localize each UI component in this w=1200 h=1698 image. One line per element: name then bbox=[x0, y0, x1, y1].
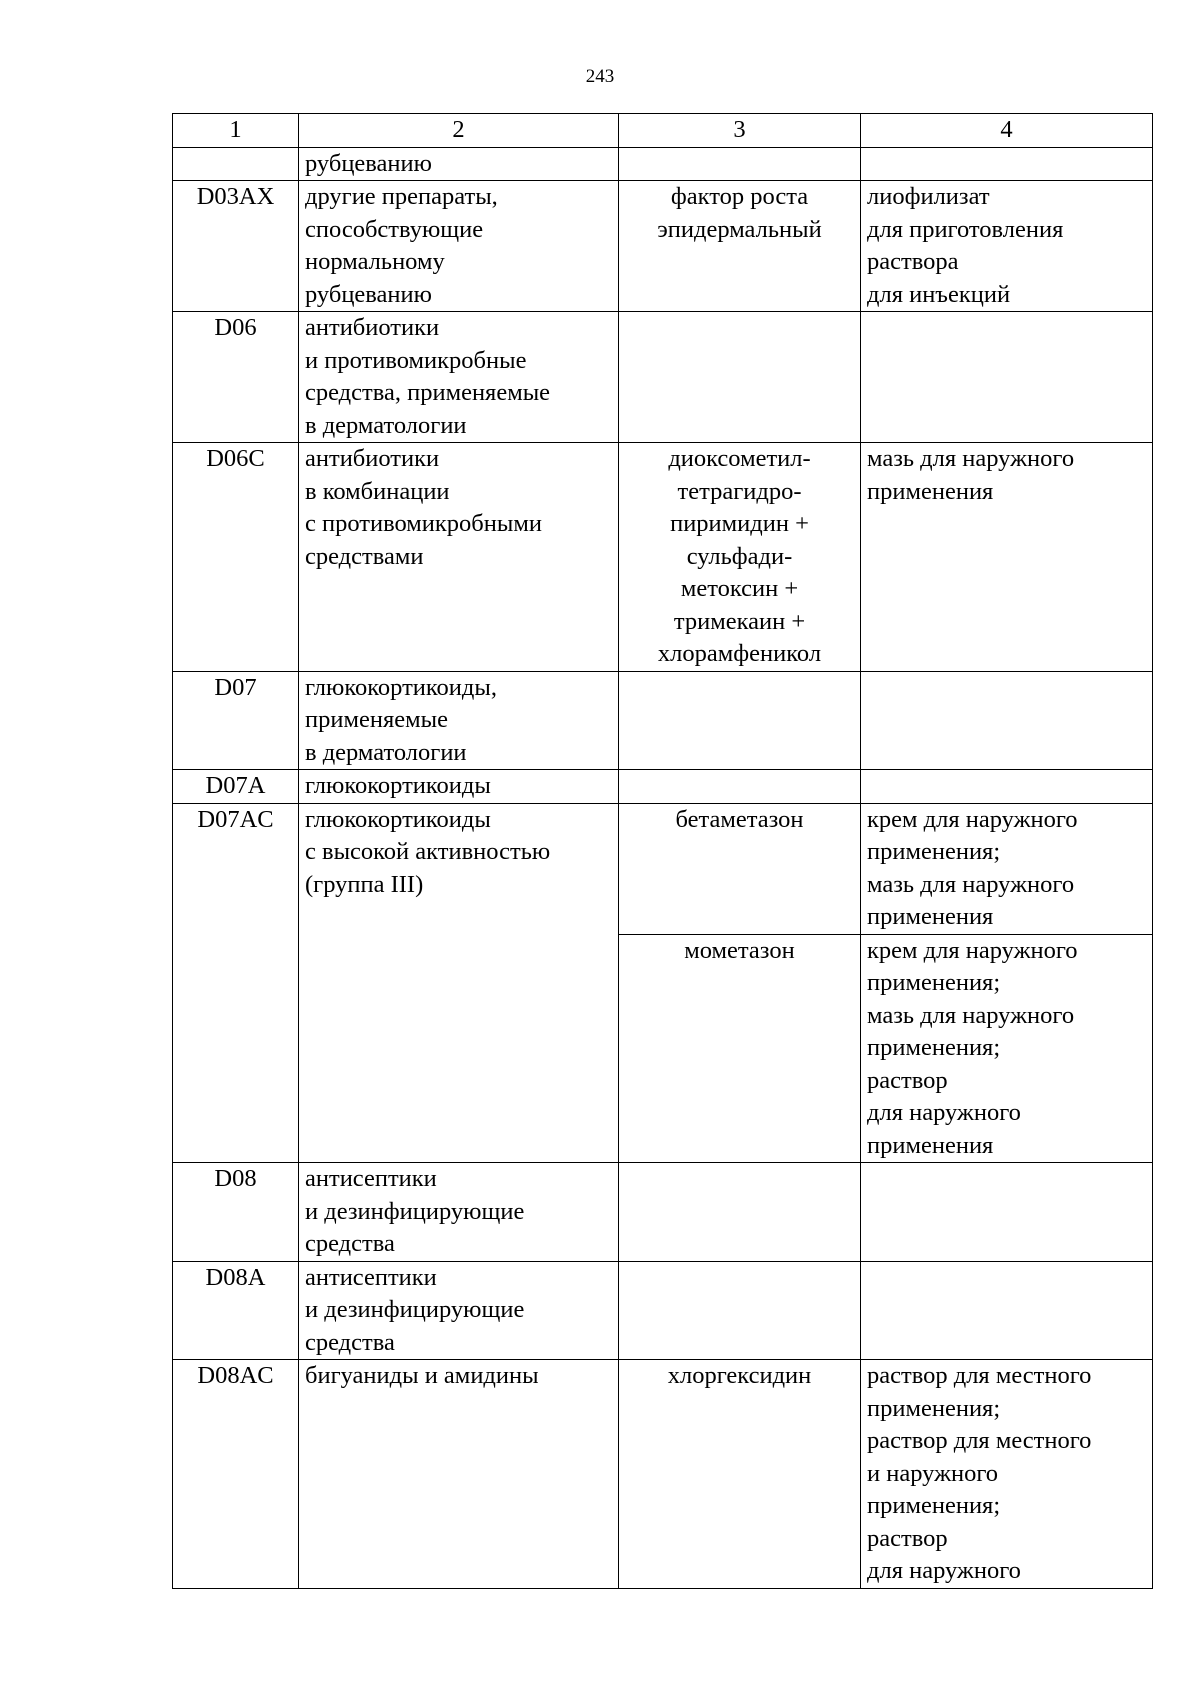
page-number: 243 bbox=[585, 66, 615, 87]
drug-name-line: эпидермальный bbox=[657, 215, 822, 243]
atc-code-cell bbox=[173, 147, 299, 181]
table-row bbox=[173, 1261, 1153, 1360]
drug-name-cell bbox=[619, 1360, 861, 1589]
dosage-form-line: раствор для местного bbox=[867, 1427, 1092, 1454]
drug-name-line: тетрагидро- bbox=[677, 477, 802, 505]
group-name-line: применяемые bbox=[305, 706, 448, 733]
group-name-line: в дерматологии bbox=[305, 738, 467, 766]
table-row bbox=[173, 1360, 1153, 1589]
group-name-line: антибиотики bbox=[305, 445, 440, 472]
group-name-line: антисептики bbox=[305, 1165, 437, 1192]
drug-name-line: бетаметазон bbox=[675, 805, 804, 833]
group-name-line: и противомикробные bbox=[305, 346, 527, 374]
atc-code-cell: D07AC bbox=[173, 803, 299, 1163]
group-name-line: рубцеванию bbox=[305, 149, 432, 177]
dosage-form-cell bbox=[861, 443, 1153, 672]
atc-code-cell: D03AX bbox=[173, 181, 299, 312]
header-col-4: 4 bbox=[861, 114, 1153, 148]
group-name-line: другие препараты, bbox=[305, 183, 498, 210]
group-name-cell bbox=[299, 770, 619, 804]
group-name-line: рубцеванию bbox=[305, 280, 432, 308]
group-name-cell bbox=[299, 1261, 619, 1360]
table-row bbox=[173, 803, 1153, 934]
group-name-line: средства bbox=[305, 1230, 395, 1257]
group-name-line: в дерматологии bbox=[305, 411, 467, 439]
group-name-cell bbox=[299, 312, 619, 443]
dosage-form-line: раствора bbox=[867, 248, 959, 275]
dosage-form-line: применения bbox=[867, 477, 994, 505]
drug-name-cell bbox=[619, 181, 861, 312]
group-name-cell bbox=[299, 671, 619, 770]
dosage-form-line: и наружного bbox=[867, 1459, 999, 1487]
dosage-form-line: для инъекций bbox=[867, 280, 1011, 308]
dosage-form-line: мазь для наружного bbox=[867, 1001, 1075, 1029]
group-name-line: средствами bbox=[305, 542, 424, 570]
atc-code-cell: D08 bbox=[173, 1163, 299, 1262]
table-row bbox=[173, 147, 1153, 181]
table-row bbox=[173, 1163, 1153, 1262]
drug-name-cell bbox=[619, 443, 861, 672]
table-row bbox=[173, 671, 1153, 770]
dosage-form-line: применения bbox=[867, 1131, 994, 1159]
dosage-form-line: применения; bbox=[867, 1034, 1001, 1061]
table-row bbox=[173, 181, 1153, 312]
drug-name-line: диоксометил- bbox=[668, 445, 811, 472]
group-name-cell bbox=[299, 443, 619, 672]
dosage-form-cell bbox=[861, 1163, 1153, 1262]
table-row bbox=[173, 443, 1153, 672]
dosage-form-line: применения bbox=[867, 903, 994, 930]
drug-name-line: хлорамфеникол bbox=[657, 640, 822, 667]
dosage-form-line: применения; bbox=[867, 1394, 1001, 1422]
header-col-2: 2 bbox=[299, 114, 619, 148]
group-name-line: средства bbox=[305, 1328, 395, 1356]
drug-name-cell bbox=[619, 1261, 861, 1360]
group-name-line: глюкокортикоиды bbox=[305, 772, 491, 799]
group-name-line: и дезинфицирующие bbox=[305, 1296, 525, 1323]
dosage-form-cell bbox=[861, 803, 1153, 934]
dosage-form-line: применения; bbox=[867, 1492, 1001, 1519]
dosage-form-line: раствор для местного bbox=[867, 1362, 1092, 1389]
dosage-form-line: раствор bbox=[867, 1066, 948, 1094]
atc-code-cell: D07 bbox=[173, 671, 299, 770]
dosage-form-cell bbox=[861, 181, 1153, 312]
dosage-form-cell bbox=[861, 147, 1153, 181]
group-name-line: глюкокортикоиды bbox=[305, 805, 491, 833]
header-col-1: 1 bbox=[173, 114, 299, 148]
group-name-line: антисептики bbox=[305, 1263, 437, 1291]
table-row bbox=[173, 770, 1153, 804]
group-name-line: в комбинации bbox=[305, 477, 450, 505]
dosage-form-line: применения; bbox=[867, 838, 1001, 865]
dosage-form-line: применения; bbox=[867, 969, 1001, 996]
group-name-line: бигуаниды и амидины bbox=[305, 1362, 539, 1389]
dosage-form-line: раствор bbox=[867, 1524, 948, 1552]
atc-code-cell: D06 bbox=[173, 312, 299, 443]
group-name-line: средства, применяемые bbox=[305, 379, 551, 406]
group-name-line: с противомикробными bbox=[305, 510, 542, 537]
group-name-cell bbox=[299, 1163, 619, 1262]
drug-name-line: мометазон bbox=[684, 936, 795, 964]
drug-name-line: сульфади- bbox=[686, 542, 793, 570]
drug-name-cell bbox=[619, 147, 861, 181]
drug-name-cell bbox=[619, 671, 861, 770]
drug-name-cell bbox=[619, 770, 861, 804]
atc-code-cell: D08A bbox=[173, 1261, 299, 1360]
group-name-cell bbox=[299, 1360, 619, 1589]
dosage-form-cell bbox=[861, 671, 1153, 770]
drug-name-line: фактор роста bbox=[670, 183, 809, 210]
group-name-line: глюкокортикоиды, bbox=[305, 673, 497, 701]
dosage-form-line: для приготовления bbox=[867, 215, 1064, 243]
dosage-form-cell bbox=[861, 1360, 1153, 1589]
drug-name-cell bbox=[619, 1163, 861, 1262]
drug-name-line: метоксин + bbox=[680, 575, 799, 602]
dosage-form-line: крем для наружного bbox=[867, 936, 1078, 964]
drug-name-line: пиримидин + bbox=[670, 510, 809, 537]
atc-code-cell: D07A bbox=[173, 770, 299, 804]
dosage-form-cell bbox=[861, 934, 1153, 1163]
group-name-line: нормальному bbox=[305, 248, 445, 275]
group-name-cell bbox=[299, 147, 619, 181]
group-name-line: антибиотики bbox=[305, 314, 440, 341]
group-name-line: (группа III) bbox=[305, 870, 424, 898]
group-name-line: с высокой активностью bbox=[305, 838, 551, 865]
atc-code-cell: D06C bbox=[173, 443, 299, 672]
drug-name-line: тримекаин + bbox=[673, 607, 806, 635]
table-row bbox=[173, 312, 1153, 443]
drug-name-line: хлоргексидин bbox=[667, 1362, 812, 1389]
group-name-line: и дезинфицирующие bbox=[305, 1197, 525, 1225]
dosage-form-cell bbox=[861, 770, 1153, 804]
group-name-cell bbox=[299, 181, 619, 312]
drug-name-cell bbox=[619, 312, 861, 443]
header-col-3: 3 bbox=[619, 114, 861, 148]
drug-name-cell bbox=[619, 934, 861, 1163]
drug-classification-table bbox=[172, 113, 1153, 1589]
table-header-row bbox=[173, 114, 1153, 148]
dosage-form-cell bbox=[861, 1261, 1153, 1360]
drug-name-cell bbox=[619, 803, 861, 934]
dosage-form-line: мазь для наружного bbox=[867, 445, 1075, 472]
atc-code-cell: D08AC bbox=[173, 1360, 299, 1589]
dosage-form-line: мазь для наружного bbox=[867, 870, 1075, 898]
group-name-cell bbox=[299, 803, 619, 1163]
dosage-form-cell bbox=[861, 312, 1153, 443]
dosage-form-line: лиофилизат bbox=[867, 183, 990, 210]
dosage-form-line: для наружного bbox=[867, 1099, 1021, 1126]
dosage-form-line: для наружного bbox=[867, 1557, 1021, 1584]
group-name-line: способствующие bbox=[305, 215, 484, 243]
dosage-form-line: крем для наружного bbox=[867, 805, 1078, 833]
